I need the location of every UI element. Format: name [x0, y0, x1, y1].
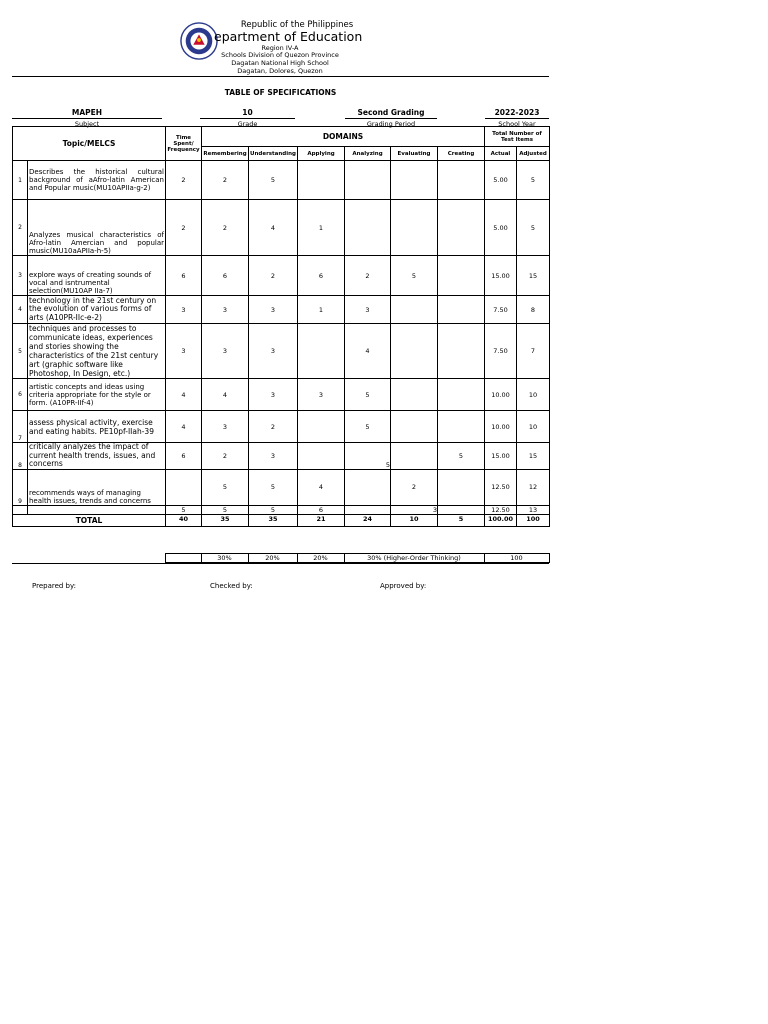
time-spent-header: Time Spent/ Frequency: [166, 127, 202, 161]
understanding-cell: 5: [249, 161, 298, 200]
time-cell: 2: [166, 161, 202, 200]
topic-cell: assess physical activity, exercise and eating habits. PE10pf-IIah-39: [28, 411, 166, 443]
row-number: 9: [13, 469, 28, 505]
adjusted-cell: 8: [517, 296, 550, 324]
remembering-percent: 30%: [201, 554, 248, 563]
row-number: 3: [13, 256, 28, 296]
evaluating-cell: [391, 411, 438, 443]
actual-cell: 7.50: [485, 324, 517, 379]
total-adjusted: 100: [517, 514, 550, 526]
remembering-cell: 3: [202, 411, 249, 443]
actual-cell: 15.00: [485, 256, 517, 296]
remembering-cell: 2: [202, 161, 249, 200]
total-row: [13, 514, 550, 526]
creating-cell: [438, 411, 485, 443]
analyzing-cell: 2: [345, 256, 391, 296]
hot-percent: 30% (Higher-Order Thinking): [344, 554, 484, 563]
applying-cell: [298, 324, 345, 379]
table-row: [13, 469, 550, 505]
table-row: [13, 200, 550, 256]
actual-cell: 12.50: [485, 505, 517, 514]
creating-header: Creating: [438, 147, 485, 161]
total-remembering: 35: [202, 514, 249, 526]
creating-cell: [438, 200, 485, 256]
creating-cell: [438, 469, 485, 505]
domains-header: DOMAINS: [202, 127, 485, 147]
time-cell: 3: [166, 296, 202, 324]
evaluating-cell: 5: [391, 256, 438, 296]
time-cell: 4: [166, 411, 202, 443]
school-year-label: School Year: [485, 118, 549, 128]
total-label: TOTAL: [13, 514, 166, 526]
understanding-cell: 3: [249, 296, 298, 324]
analyzing-cell: [345, 200, 391, 256]
header-department: epartment of Education: [214, 29, 363, 44]
evaluating-cell: [391, 200, 438, 256]
table-row: [13, 505, 550, 514]
actual-cell: 5.00: [485, 200, 517, 256]
understanding-percent: 20%: [248, 554, 297, 563]
school-year-value: 2022-2023: [494, 108, 540, 117]
actual-cell: 15.00: [485, 443, 517, 470]
analyzing-cell: [345, 505, 391, 514]
applying-percent: 20%: [297, 554, 344, 563]
evaluating-cell: 3: [391, 505, 438, 514]
analyzing-header: Analyzing: [345, 147, 391, 161]
remembering-cell: 6: [202, 256, 249, 296]
subject-label: Subject: [12, 118, 162, 128]
understanding-header: Understanding: [249, 147, 298, 161]
remembering-cell: 5: [202, 505, 249, 514]
total-time: 40: [166, 514, 202, 526]
creating-cell: [438, 379, 485, 411]
percentage-table: [12, 553, 550, 563]
row-number: 1: [13, 161, 28, 200]
topic-cell: techniques and processes to communicate ideas, experiences and stories showing the characteristics of the 21st century art (graphic software like Photoshop, In Design, etc.): [28, 324, 166, 379]
analyzing-cell: [345, 161, 391, 200]
table-row: [13, 256, 550, 296]
time-cell: 3: [166, 324, 202, 379]
topic-cell: recommends ways of managing health issues, trends and concerns: [28, 469, 166, 505]
evaluating-cell: [391, 443, 438, 470]
grading-period-label: Grading Period: [345, 118, 437, 128]
total-actual: 100.00: [485, 514, 517, 526]
understanding-cell: 3: [249, 379, 298, 411]
header-region: Region IV-A: [261, 44, 299, 52]
applying-cell: 6: [298, 505, 345, 514]
total-applying: 21: [298, 514, 345, 526]
topic-cell: Describes the historical cultural background of aAfro-latin American and Popular music(MU10APIIa-g-2): [28, 161, 166, 200]
topic-header: Topic/MELCS: [13, 127, 166, 161]
table-row: [13, 443, 550, 470]
creating-cell: [438, 161, 485, 200]
adjusted-header: Adjusted: [517, 147, 550, 161]
remembering-cell: 2: [202, 200, 249, 256]
header-divider: [12, 76, 549, 77]
applying-cell: 4: [298, 469, 345, 505]
table-row: [13, 379, 550, 411]
actual-cell: 7.50: [485, 296, 517, 324]
applying-cell: 1: [298, 200, 345, 256]
topic-cell: [28, 505, 166, 514]
time-cell: 2: [166, 200, 202, 256]
percentage-table-bottom-border: [12, 563, 549, 564]
approved-by-label: Approved by:: [380, 582, 427, 590]
analyzing-cell: 4: [345, 324, 391, 379]
evaluating-header: Evaluating: [391, 147, 438, 161]
actual-cell: 10.00: [485, 411, 517, 443]
creating-cell: [438, 256, 485, 296]
prepared-by-label: Prepared by:: [32, 582, 76, 590]
total-items-header: Total Number of Test Items: [485, 127, 550, 147]
time-cell: 6: [166, 443, 202, 470]
total-creating: 5: [438, 514, 485, 526]
creating-cell: 5: [438, 443, 485, 470]
adjusted-cell: 5: [517, 200, 550, 256]
analyzing-cell: 3: [345, 296, 391, 324]
applying-cell: [298, 411, 345, 443]
specifications-table: [12, 126, 550, 527]
evaluating-cell: [391, 161, 438, 200]
grading-period-value: Second Grading: [357, 108, 425, 117]
total-understanding: 35: [249, 514, 298, 526]
time-cell: 5: [166, 505, 202, 514]
applying-cell: [298, 161, 345, 200]
creating-cell: [438, 505, 485, 514]
remembering-cell: 5: [202, 469, 249, 505]
creating-cell: [438, 296, 485, 324]
grade-label: Grade: [200, 118, 295, 128]
adjusted-cell: 13: [517, 505, 550, 514]
analyzing-cell: 5: [345, 411, 391, 443]
row-number: 5: [13, 324, 28, 379]
analyzing-cell: [345, 469, 391, 505]
header-republic: Republic of the Philippines: [240, 20, 354, 30]
understanding-cell: 5: [249, 505, 298, 514]
actual-cell: 12.50: [485, 469, 517, 505]
understanding-cell: 3: [249, 324, 298, 379]
applying-cell: 1: [298, 296, 345, 324]
topic-cell: artistic concepts and ideas using criteria appropriate for the style or form. (A10PR-IIf-4): [28, 379, 166, 411]
adjusted-cell: 10: [517, 379, 550, 411]
adjusted-cell: 5: [517, 161, 550, 200]
time-cell: 4: [166, 379, 202, 411]
adjusted-cell: 15: [517, 256, 550, 296]
understanding-cell: 5: [249, 469, 298, 505]
adjusted-cell: 7: [517, 324, 550, 379]
subject-value: MAPEH: [71, 108, 103, 117]
remembering-cell: 4: [202, 379, 249, 411]
table-row: [13, 324, 550, 379]
row-number: 8: [13, 443, 28, 470]
remembering-header: Remembering: [202, 147, 249, 161]
remembering-cell: 3: [202, 324, 249, 379]
remembering-cell: 3: [202, 296, 249, 324]
understanding-cell: 2: [249, 411, 298, 443]
grade-value: 10: [242, 108, 253, 117]
checked-by-label: Checked by:: [210, 582, 253, 590]
actual-cell: 5.00: [485, 161, 517, 200]
creating-cell: [438, 324, 485, 379]
understanding-cell: 3: [249, 443, 298, 470]
evaluating-cell: 2: [391, 469, 438, 505]
applying-cell: 3: [298, 379, 345, 411]
total-evaluating: 10: [391, 514, 438, 526]
header-address: Dagatan, Dolores, Quezon: [237, 67, 323, 75]
time-cell: 6: [166, 256, 202, 296]
topic-cell: Analyzes musical characteristics of Afro-latin Amercian and popular music(MU10aAPIIa-h-5): [28, 200, 166, 256]
total-analyzing: 24: [345, 514, 391, 526]
row-number: 6: [13, 379, 28, 411]
row-number: 7: [13, 411, 28, 443]
analyzing-cell: 5: [345, 443, 391, 470]
evaluating-cell: [391, 296, 438, 324]
topic-cell: critically analyzes the impact of current health trends, issues, and concerns: [28, 443, 166, 470]
total-percent: 100: [484, 554, 549, 563]
actual-cell: 10.00: [485, 379, 517, 411]
understanding-cell: 4: [249, 200, 298, 256]
header-school: Dagatan National High School: [231, 59, 329, 67]
applying-header: Applying: [298, 147, 345, 161]
row-number: [13, 505, 28, 514]
applying-cell: 6: [298, 256, 345, 296]
table-row: [13, 296, 550, 324]
table-row: [13, 411, 550, 443]
applying-cell: [298, 443, 345, 470]
row-number: 4: [13, 296, 28, 324]
topic-cell: technology in the 21st century on the evolution of various forms of arts (A10PR-IIc-e-2): [28, 296, 166, 324]
adjusted-cell: 15: [517, 443, 550, 470]
remembering-cell: 2: [202, 443, 249, 470]
topic-cell: explore ways of creating sounds of vocal and isntrumental selection(MU10AP IIa-7): [28, 256, 166, 296]
page-title: TABLE OF SPECIFICATIONS: [224, 88, 337, 97]
actual-header: Actual: [485, 147, 517, 161]
time-cell: [166, 469, 202, 505]
row-number: 2: [13, 200, 28, 256]
adjusted-cell: 10: [517, 411, 550, 443]
table-row: [13, 161, 550, 200]
analyzing-cell: 5: [345, 379, 391, 411]
evaluating-cell: [391, 324, 438, 379]
adjusted-cell: 12: [517, 469, 550, 505]
understanding-cell: 2: [249, 256, 298, 296]
evaluating-cell: [391, 379, 438, 411]
header-division: Schools Division of Quezon Province: [221, 51, 339, 59]
